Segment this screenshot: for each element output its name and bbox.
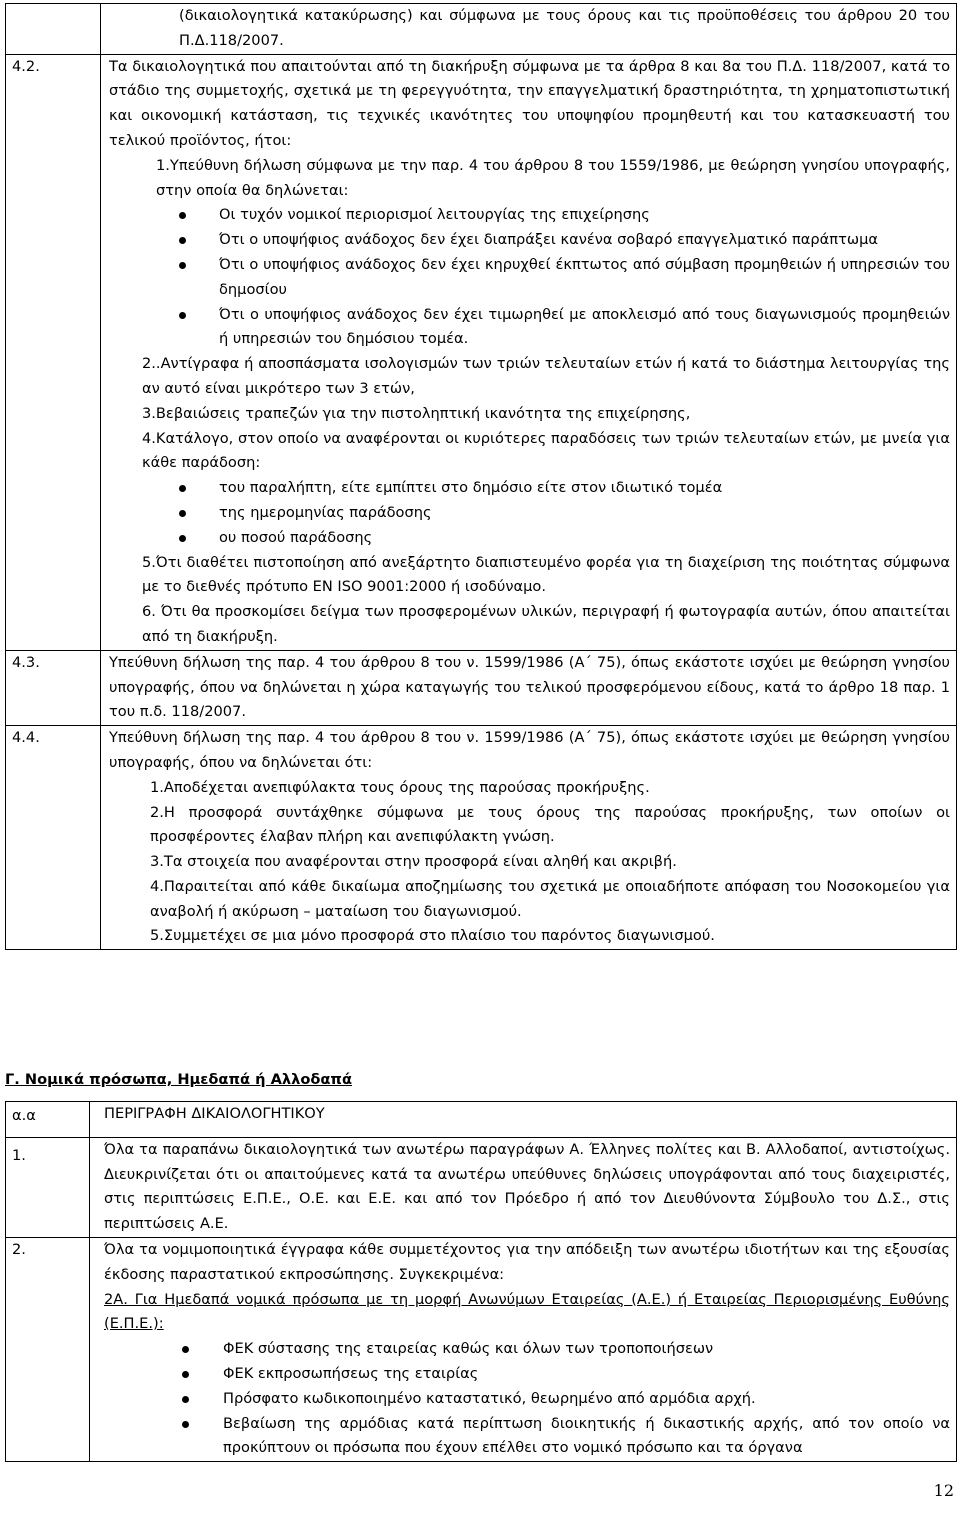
bullet-icon — [179, 535, 186, 542]
bullet-list — [104, 1337, 950, 1461]
bullet-icon — [182, 1371, 189, 1378]
row-content — [90, 1237, 957, 1461]
bullet-icon — [179, 510, 186, 517]
list-item: 3.Τα στοιχεία που αναφέρονται στην προσφορά είναι αληθή και ακριβή. — [150, 853, 677, 871]
bullet-item: Ότι ο υποψήφιος ανάδοχος δεν έχει κηρυχθεί έκπτωτος από σύμβαση προμηθειών ή υπηρεσιών του δημοσίου — [109, 253, 950, 303]
row-content — [101, 54, 957, 650]
list-item: 4.Παραιτείται από κάθε δικαίωμα αποζημίωσης του σχετικά με οποιαδήποτε απόφαση του Νοσοκομείου για αναβολή ή ακύρωση – ματαίωση του διαγωνισμού. — [150, 877, 950, 920]
paragraph: Όλα τα νομιμοποιητικά έγγραφα κάθε συμμετέχοντος για την απόδειξη των ανωτέρω ιδιοτήτων και της εξουσίας έκδοσης παραστατικού εκπροσώπησης. Συγκεκριμένα: — [104, 1240, 950, 1283]
row-number: 2. — [6, 1237, 90, 1461]
row-content — [101, 726, 957, 950]
page-number: 12 — [933, 1481, 954, 1500]
bullet-icon — [182, 1346, 189, 1353]
table-row — [6, 4, 957, 55]
continuation-text — [101, 4, 957, 55]
table-row — [6, 650, 957, 725]
list-item: 5.Ότι διαθέτει πιστοποίηση από ανεξάρτητο διαπιστευμένο φορέα για τη διαχείριση της ποιότητας σύμφωνα με το διεθνές πρότυπο EN ISO 9001:2000 ή ισοδύναμο. — [142, 553, 950, 596]
list-item: 3.Βεβαιώσεις τραπεζών για την πιστοληπτική ικανότητα της επιχείρησης, — [142, 404, 691, 422]
bullet-icon — [179, 312, 186, 319]
paragraph: Τα δικαιολογητικά που απαιτούνται από τη διακήρυξη σύμφωνα με τα άρθρα 8 και 8α του Π.Δ. 118/2007, κατά το στάδιο της συμμετοχής, σχετικά με τη φερεγγυότητα, την επαγγελματική δραστηριότητα, τη χρηματοπιστωτική και οικονομική κατάσταση, τις τεχνικές ικανότητες του υποψηφίου προμηθευτή και του κατασκευαστή του τελικού προϊόντος, ήτοι: — [109, 57, 950, 149]
legal-entities-table — [5, 1101, 957, 1462]
bullet-item: του παραλήπτη, είτε εμπίπτει στο δημόσιο είτε στον ιδιωτικό τομέα — [109, 476, 950, 501]
bullet-list — [109, 203, 950, 352]
bullet-item: ΦΕΚ εκπροσωπήσεως της εταιρίας — [104, 1362, 950, 1387]
list-item: 6. Ότι θα προσκομίσει δείγμα των προσφερομένων υλικών, περιγραφή ή φωτογραφία αυτών, όπου απαιτείται από τη διακήρυξη. — [142, 603, 950, 645]
bullet-icon — [179, 485, 186, 492]
table-header-row — [6, 1102, 957, 1138]
bullet-icon — [179, 262, 186, 269]
list-item: 1.Αποδέχεται ανεπιφύλακτα τους όρους της παρούσας προκήρυξης. — [150, 778, 650, 796]
list-item: 1.Υπεύθυνη δήλωση σύμφωνα με την παρ. 4 του άρθρου 8 του 1559/1986, με θεώρηση γνησίου υπογραφής, στην οποία θα δηλώνεται: — [156, 156, 950, 199]
requirements-table — [5, 3, 957, 950]
table-row — [6, 1237, 957, 1461]
row-number: 4.2. — [6, 54, 101, 650]
row-number: 4.3. — [6, 650, 101, 725]
row-content: Όλα τα παραπάνω δικαιολογητικά των ανωτέρω παραγράφων Α. Έλληνες πολίτες και Β. Αλλοδαποί, αντιστοίχως. Διευκρινίζεται ότι οι απαιτούμενες κατά τα ανωτέρω υπεύθυνες δηλώσεις υπογράφονται από τους διαχειριστές, στις περιπτώσεις Ε.Π.Ε., Ο.Ε. και Ε.Ε. και από τον Πρόεδρο ή από τον Διευθύνοντα Σύμβουλο του Δ.Σ., στις περιπτώσεις Α.Ε. — [90, 1137, 957, 1237]
list-item: 4.Κατάλογο, στον οποίο να αναφέρονται οι κυριότερες παραδόσεις των τριών τελευταίων ετών, με μνεία για κάθε παράδοση: — [142, 429, 950, 472]
table-row — [6, 54, 957, 650]
row-number: 1. — [6, 1137, 90, 1237]
bullet-icon — [179, 212, 186, 219]
column-header-description: ΠΕΡΙΓΡΑΦΗ ΔΙΚΑΙΟΛΟΓΗΤΙΚΟΥ — [90, 1102, 957, 1138]
bullet-item: ΦΕΚ σύστασης της εταιρείας καθώς και όλων των τροποποιήσεων — [104, 1337, 950, 1362]
bullet-item: Βεβαίωση της αρμόδιας κατά περίπτωση διοικητικής ή δικαστικής αρχής, από τον οποίο να προκύπτουν οι πρόσωπα που έχουν επέλθει στο νομικό πρόσωπο και τα όργανα — [104, 1412, 950, 1462]
bullet-item: Οι τυχόν νομικοί περιορισμοί λειτουργίας της επιχείρησης — [109, 203, 950, 228]
bullet-icon — [179, 237, 186, 244]
paragraph: (δικαιολογητικά κατακύρωσης) και σύμφωνα με τους όρους και τις προϋποθέσεις του άρθρου 20 του Π.Δ.118/2007. — [179, 7, 950, 49]
subheading: 2Α. Για Ημεδαπά νομικά πρόσωπα με τη μορφή Ανωνύμων Εταιρείας (Α.Ε.) ή Εταιρείας Περιορισμένης Ευθύνης (Ε.Π.Ε.): — [104, 1290, 950, 1333]
section-title: Γ. Νομικά πρόσωπα, Ημεδαπά ή Αλλοδαπά — [5, 1071, 352, 1088]
row-content: Υπεύθυνη δήλωση της παρ. 4 του άρθρου 8 του ν. 1599/1986 (Α΄ 75), όπως εκάστοτε ισχύει με θεώρηση γνησίου υπογραφής, όπου να δηλώνεται η χώρα καταγωγής του τελικού προσφερόμενου είδους, κατά το άρθρο 18 παρ. 1 του π.δ. 118/2007. — [101, 650, 957, 725]
bullet-item: Ότι ο υποψήφιος ανάδοχος δεν έχει διαπράξει κανένα σοβαρό επαγγελματικό παράπτωμα — [109, 228, 950, 253]
bullet-icon — [182, 1396, 189, 1403]
bullet-item: Πρόσφατο κωδικοποιημένο καταστατικό, θεωρημένο από αρμόδια αρχή. — [104, 1387, 950, 1412]
bullet-list — [109, 476, 950, 550]
bullet-item: ου ποσού παράδοσης — [109, 526, 950, 551]
bullet-item: Ότι ο υποψήφιος ανάδοχος δεν έχει τιμωρηθεί με αποκλεισμό από τους διαγωνισμούς προμηθειών ή υπηρεσιών του δημόσιου τομέα. — [109, 303, 950, 353]
table-row — [6, 1137, 957, 1237]
bullet-item: της ημερομηνίας παράδοσης — [109, 501, 950, 526]
list-item: 2..Αντίγραφα ή αποσπάσματα ισολογισμών των τριών τελευταίων ετών ή κατά το διάστημα λειτουργίας της αν αυτό είναι μικρότερο των 3 ετών, — [142, 355, 950, 397]
table-row — [6, 726, 957, 950]
column-header-number: α.α — [6, 1102, 90, 1138]
row-number: 4.4. — [6, 726, 101, 950]
paragraph: Υπεύθυνη δήλωση της παρ. 4 του άρθρου 8 του ν. 1599/1986 (Α΄ 75), όπως εκάστοτε ισχύει με θεώρηση γνησίου υπογραφής, όπου να δηλώνεται ότι: — [109, 729, 950, 771]
bullet-icon — [182, 1421, 189, 1428]
list-item: 5.Συμμετέχει σε μια μόνο προσφορά στο πλαίσιο του παρόντος διαγωνισμού. — [150, 927, 715, 945]
list-item: 2.Η προσφορά συντάχθηκε σύμφωνα με τους όρους της παρούσας προκήρυξης, των οποίων οι προσφέροντες έλαβαν πλήρη και ανεπιφύλακτη γνώση. — [150, 803, 950, 846]
